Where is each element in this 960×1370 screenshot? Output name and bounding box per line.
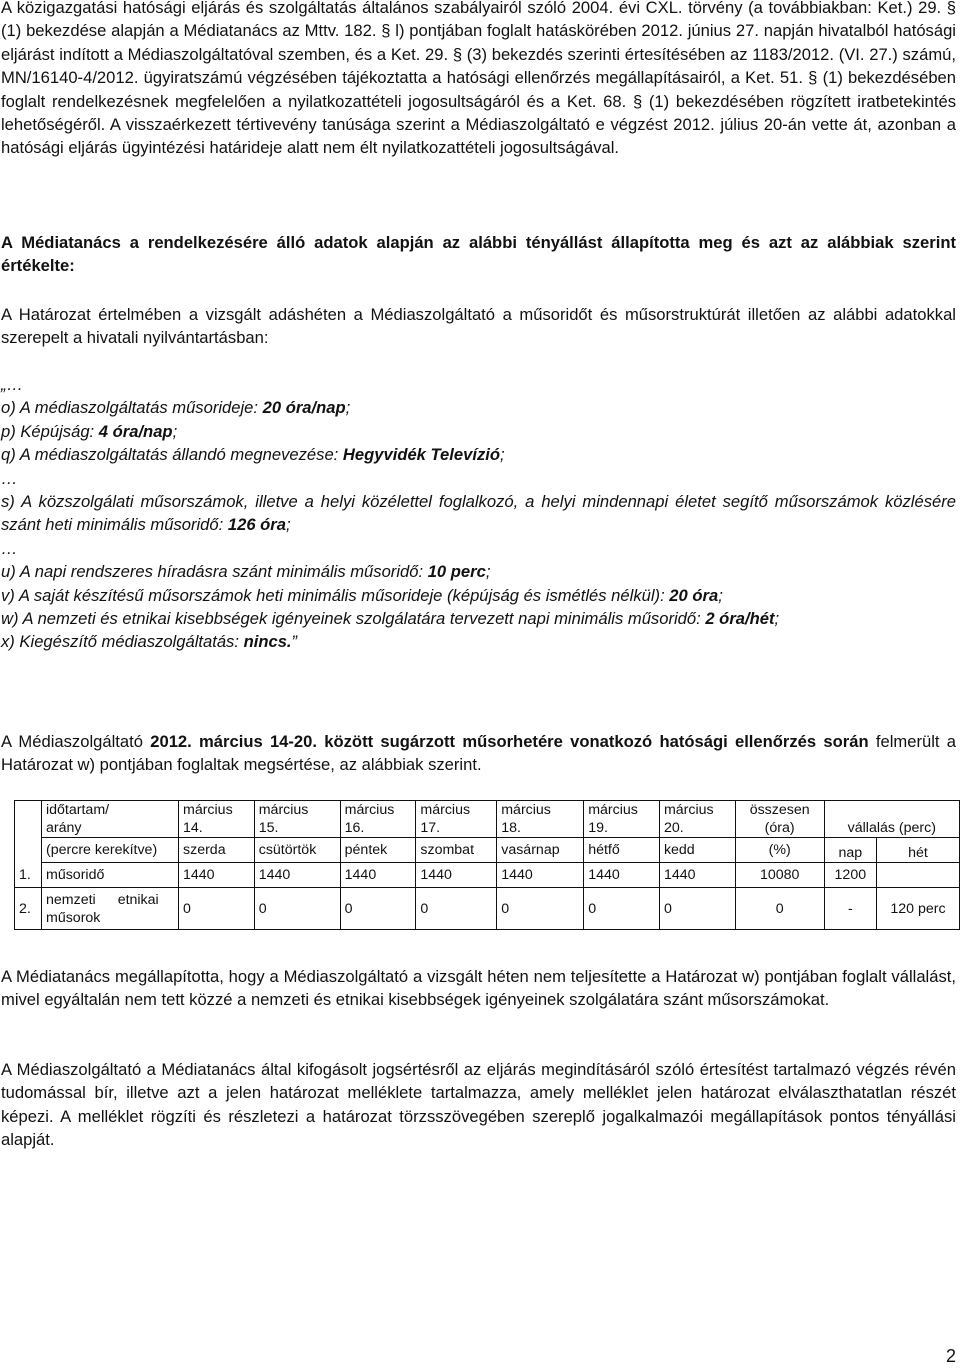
table-cell: 1440: [659, 863, 735, 888]
intro-paragraph: [1, 0, 956, 160]
conclusion-text-2: A Médiaszolgáltató a Médiatanács által kifogásolt jogsértésről az eljárás megindításáról szóló értesítést tartalmazó végzés révén tudomással bír, illetve azt a jelen határozat melléklete tartalmazza, amely melléklet jelen határozat elválaszthatatlan részét képezi. A melléklet rögzíti és részletezi a határozat törzsszövegében szereplő jogalkalmazói megállapítások pontos tényállási alapját.: [1, 1060, 956, 1150]
header-date-20: március 20.: [659, 801, 735, 838]
item-o: o) A médiaszolgáltatás műsorideje: 20 óra/nap;: [1, 398, 351, 418]
table-cell-commit-day: -: [824, 888, 876, 930]
weekday-5: vasárnap: [497, 838, 584, 863]
header-per-day: nap: [824, 838, 876, 863]
table-cell: 1440: [416, 863, 497, 888]
table-cell: 0: [497, 888, 584, 930]
header-per-week: hét: [877, 838, 960, 863]
quote-open: „…: [1, 375, 24, 394]
conclusion-paragraph-2: [1, 1058, 956, 1152]
header-percent: (%): [735, 838, 824, 863]
header-date-14: március 14.: [179, 801, 255, 838]
item-p: p) Képújság: 4 óra/nap;: [1, 421, 178, 441]
table-cell: 1440: [497, 863, 584, 888]
table-cell: 0: [659, 888, 735, 930]
table-cell: 0: [254, 888, 340, 930]
header-commitment: vállalás (perc): [824, 801, 959, 838]
table-cell-commit-week: 120 perc: [877, 888, 960, 930]
weekday-2: csütörtök: [254, 838, 340, 863]
header-date-17: március 17.: [416, 801, 497, 838]
row-label: műsoridő: [42, 863, 179, 888]
intro-text: A közigazgatási hatósági eljárás és szolgáltatás általános szabályairól szóló 2004. évi CXL. törvény (a továbbiakban: Ket.) 29. § (1) bekezdése alapján a Médiatanács az Mttv. 182. § l) pontjában foglalt hatáskörében 2012. június 27. napján hivatalból hatósági eljárást indított a Médiaszolgáltatóval szemben, és a Ket. 29. § (3) bekezdés szerinti értesítésében az 1183/2012. (VI. 27.) számú, MN/16140-4/2012. ügyiratszámú végzésében tájékoztatta a hatósági ellenőrzés megállapításairól, a Ket. 51. § (1) bekezdésében foglalt rendelkezésnek megfelelően a nyilatkozattételi jogosultságáról és a Ket. 68. § (1) bekezdésében rögzített iratbetekintés lehetőségéről. A visszaérkezett tértivevény tanúsága szerint a Médiaszolgáltató e végzést 2012. július 20-án vette át, azonban a hatósági eljárás ügyintézési határideje alatt nem élt nyilatkozattételi jogosultságával.: [1, 0, 956, 158]
item-x: x) Kiegészítő médiaszolgáltatás: nincs.”: [1, 632, 298, 652]
findings-heading-text: A Médiatanács a rendelkezésére álló adatok alapján az alábbi tényállást állapította meg és azt az alábbiak szerint értékelte:: [1, 233, 956, 276]
table-header-row-2: [15, 838, 960, 863]
conclusion-text-1: A Médiatanács megállapította, hogy a Médiaszolgáltató a vizsgált héten nem teljesítette a Határozat w) pontjában foglalt vállalást, mivel egyáltalán nem tett közzé a nemzeti és etnikai kisebbségek igényeinek szolgálatára szánt műsorszámokat.: [1, 967, 956, 1010]
page-number: 2: [945, 1345, 956, 1366]
ellipsis-2: …: [1, 538, 18, 558]
row-number: 1.: [15, 863, 42, 888]
table-header-row-1: [15, 801, 960, 838]
header-date-16: március 16.: [340, 801, 416, 838]
table-cell-commit-week: [877, 863, 960, 888]
table-cell-commit-day: 1200: [824, 863, 876, 888]
weekday-1: szerda: [179, 838, 255, 863]
inspection-summary: [1, 730, 956, 777]
resolution-paragraph: [1, 303, 956, 350]
header-duration-ratio: időtartam/ arány: [42, 801, 179, 838]
header-date-18: március 18.: [497, 801, 584, 838]
table-row: [15, 888, 960, 930]
item-q: q) A médiaszolgáltatás állandó megnevezése: Hegyvidék Televízió;: [1, 445, 505, 465]
row-number: 2.: [15, 888, 42, 930]
table-cell: 1440: [179, 863, 255, 888]
item-v: v) A saját készítésű műsorszámok heti minimális műsorideje (képújság és ismétlés nélkül): 20 óra;: [1, 585, 723, 605]
table-cell: 0: [340, 888, 416, 930]
header-date-19: március 19.: [584, 801, 660, 838]
item-w: w) A nemzeti és etnikai kisebbségek igényeinek szolgálatára tervezett napi minimális műsoridő: 2 óra/hét;: [1, 609, 780, 629]
row-label: nemzeti etnikai műsorok: [42, 888, 179, 930]
findings-heading: [1, 231, 956, 278]
table-row: [15, 863, 960, 888]
header-rounding-note: (percre kerekítve): [42, 838, 179, 863]
table-cell-total: 10080: [735, 863, 824, 888]
ellipsis-1: …: [1, 468, 18, 488]
quoted-register-data: [1, 373, 956, 654]
resolution-text: A Határozat értelmében a vizsgált adáshéten a Médiaszolgáltató a műsoridőt és műsorstruktúrát illetően az alábbi adatokkal szerepelt a hivatali nyilvántartásban:: [1, 305, 956, 348]
table-cell: 1440: [254, 863, 340, 888]
weekday-6: hétfő: [584, 838, 660, 863]
item-s: s) A közszolgálati műsorszámok, illetve a helyi közélettel foglalkozó, a helyi mindennapi életet segítő műsorszámok közlésére szánt heti minimális műsoridő: 126 óra;: [1, 492, 956, 535]
header-date-15: március 15.: [254, 801, 340, 838]
table-cell: 0: [179, 888, 255, 930]
conclusion-paragraph-1: [1, 965, 956, 1012]
weekday-7: kedd: [659, 838, 735, 863]
item-u: u) A napi rendszeres híradásra szánt minimális műsoridő: 10 perc;: [1, 562, 491, 582]
broadcast-time-table: [14, 800, 960, 930]
weekday-4: szombat: [416, 838, 497, 863]
header-total: összesen (óra): [735, 801, 824, 838]
inspection-summary-text: A Médiaszolgáltató 2012. március 14-20. között sugárzott műsorhetére vonatkozó hatósági ellenőrzés során felmerült a Határozat w) pontjában foglaltak megsértése, az alábbiak szerint.: [1, 732, 956, 775]
table-cell-total: 0: [735, 888, 824, 930]
table-cell: 0: [584, 888, 660, 930]
table-cell: 1440: [340, 863, 416, 888]
table-cell: 1440: [584, 863, 660, 888]
table-cell: 0: [416, 888, 497, 930]
weekday-3: péntek: [340, 838, 416, 863]
